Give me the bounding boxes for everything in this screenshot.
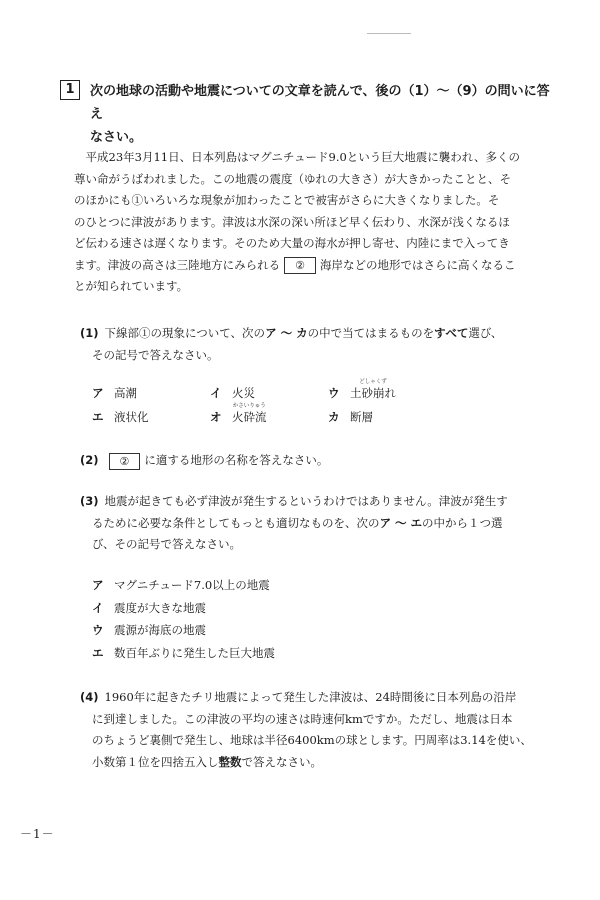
- passage-line: 尊い命がうばわれました。この地震の震度（ゆれの大きさ）が大きかったことと、そ: [74, 171, 511, 186]
- option-i: [92, 597, 275, 620]
- blank-2-box: ②: [284, 257, 316, 274]
- q3-text: 地震が起きても必ず津波が発生するというわけではありません。津波が発生す: [104, 494, 508, 508]
- passage-line: [74, 255, 552, 277]
- sub-question-2: [80, 450, 550, 472]
- question-heading: [60, 80, 560, 149]
- passage: [74, 147, 552, 298]
- sub-question-4: [80, 687, 550, 773]
- question-title-line2: なさい。: [90, 130, 143, 145]
- q4-text: で答えなさい。: [241, 754, 322, 769]
- q3-line3: び、その記号で答えなさい。: [92, 537, 242, 551]
- option-label: 震源が海底の地震: [114, 623, 206, 637]
- top-rule: [367, 33, 411, 34]
- option-key: イ: [210, 386, 222, 400]
- q2-text: に適する地形の名称を答えなさい。: [144, 453, 329, 467]
- option-key: オ: [210, 410, 222, 424]
- option-label-text: 火砕流: [232, 410, 267, 424]
- option-key: ウ: [328, 386, 340, 400]
- sub-question-1-line1: [80, 323, 550, 345]
- q4-line4: [80, 752, 550, 774]
- ruby: かさいりゅう: [232, 403, 266, 409]
- q4-text: 1960年に起きたチリ地震によって発生した津波は、24時間後に日本列島の沿岸: [104, 690, 517, 704]
- option-label: 震度が大きな地震: [114, 600, 206, 615]
- option-label: [350, 379, 396, 401]
- q1-range: ア ～ カ: [265, 326, 308, 340]
- passage-text: ます。津波の高さは三陸地方にみられる: [74, 257, 281, 272]
- option-label: 高潮: [114, 386, 137, 400]
- question-number-box: 1: [60, 80, 80, 100]
- q1-text: 下線部①の現象について、次の: [104, 326, 266, 340]
- question-title-line1: 次の地球の活動や地震についての文章を読んで、後の（1）～（9）の問いに答え: [90, 84, 550, 122]
- option-label: 数百年ぶりに発生した巨大地震: [114, 645, 275, 660]
- q4-line3: のちょうど裏側で発生し、地球は半径6400kmの球とします。円周率は3.14を使い、: [92, 733, 532, 747]
- option-label-text: 土砂崩れ: [350, 386, 396, 400]
- passage-line: 平成23年3月11日、日本列島はマグニチュード9.0という巨大地震に襲われ、多くの: [85, 150, 520, 164]
- sub-question-1-line2: その記号で答えなさい。: [92, 347, 219, 362]
- option-o: [210, 403, 328, 425]
- option-key: エ: [92, 645, 104, 660]
- passage-line: のほかにも①いろいろな現象が加わったことで被害がさらに大きくなりました。そ: [74, 193, 500, 207]
- option-e: [92, 642, 275, 665]
- q3-options: [92, 574, 275, 664]
- option-key: ア: [92, 578, 104, 592]
- page-number: －1－: [20, 827, 55, 841]
- option-label: マグニチュード7.0以上の地震: [114, 578, 270, 592]
- option-key: ア: [92, 386, 104, 400]
- sub-question-number: (2): [80, 453, 99, 467]
- q3-line2: [80, 513, 550, 535]
- sub-question-number: (4): [80, 690, 99, 704]
- q1-options: [92, 379, 446, 425]
- q1-text: の中で当てはまるものを: [307, 326, 435, 340]
- q3-range: ア ～ エ: [379, 515, 423, 530]
- question-title: [90, 80, 560, 149]
- q1-emphasis: すべて: [434, 326, 469, 340]
- sub-question-number: (3): [80, 494, 99, 508]
- option-u: [328, 379, 446, 401]
- q1-text: 選び、: [468, 326, 503, 340]
- q3-text: の中から１つ選: [422, 515, 503, 530]
- option-a: [92, 574, 275, 597]
- option-label: 断層: [350, 410, 373, 424]
- q4-text: 小数第１位を四捨五入し: [92, 754, 219, 769]
- sub-question-3: [80, 491, 550, 556]
- option-ka: [328, 409, 446, 425]
- q4-line1: [80, 687, 550, 709]
- option-key: エ: [92, 410, 104, 424]
- q3-text: るために必要な条件としてもっとも適切なものを、次の: [92, 515, 380, 530]
- passage-text: 海岸などの地形ではさらに高くなるこ: [319, 257, 516, 272]
- sub-question-number: (1): [80, 326, 99, 340]
- passage-line: ど伝わる速さは遅くなります。そのため大量の海水が押し寄せ、内陸にまで入ってき: [74, 236, 510, 250]
- passage-line: のひとつに津波があります。津波は水深の深い所ほど早く伝わり、水深が浅くなるほ: [74, 214, 510, 229]
- option-u: [92, 619, 275, 642]
- option-key: イ: [92, 600, 104, 615]
- blank-2-box: ②: [109, 453, 141, 470]
- option-label: 液状化: [114, 410, 149, 424]
- option-i: [210, 385, 328, 401]
- option-label: [232, 403, 267, 425]
- q4-emphasis: 整数: [218, 754, 242, 769]
- option-key: カ: [328, 410, 340, 424]
- ruby: どしゃくず: [359, 379, 387, 385]
- q4-line2: に到達しました。この津波の平均の速さは時速何kmですか。ただし、地震は日本: [92, 711, 513, 726]
- sub-question-1: [80, 323, 550, 366]
- passage-line: とが知られています。: [74, 279, 189, 293]
- q3-line1: [80, 491, 550, 513]
- option-e: [92, 409, 210, 425]
- option-a: [92, 385, 210, 401]
- option-label: 火災: [232, 386, 255, 400]
- option-key: ウ: [92, 623, 104, 637]
